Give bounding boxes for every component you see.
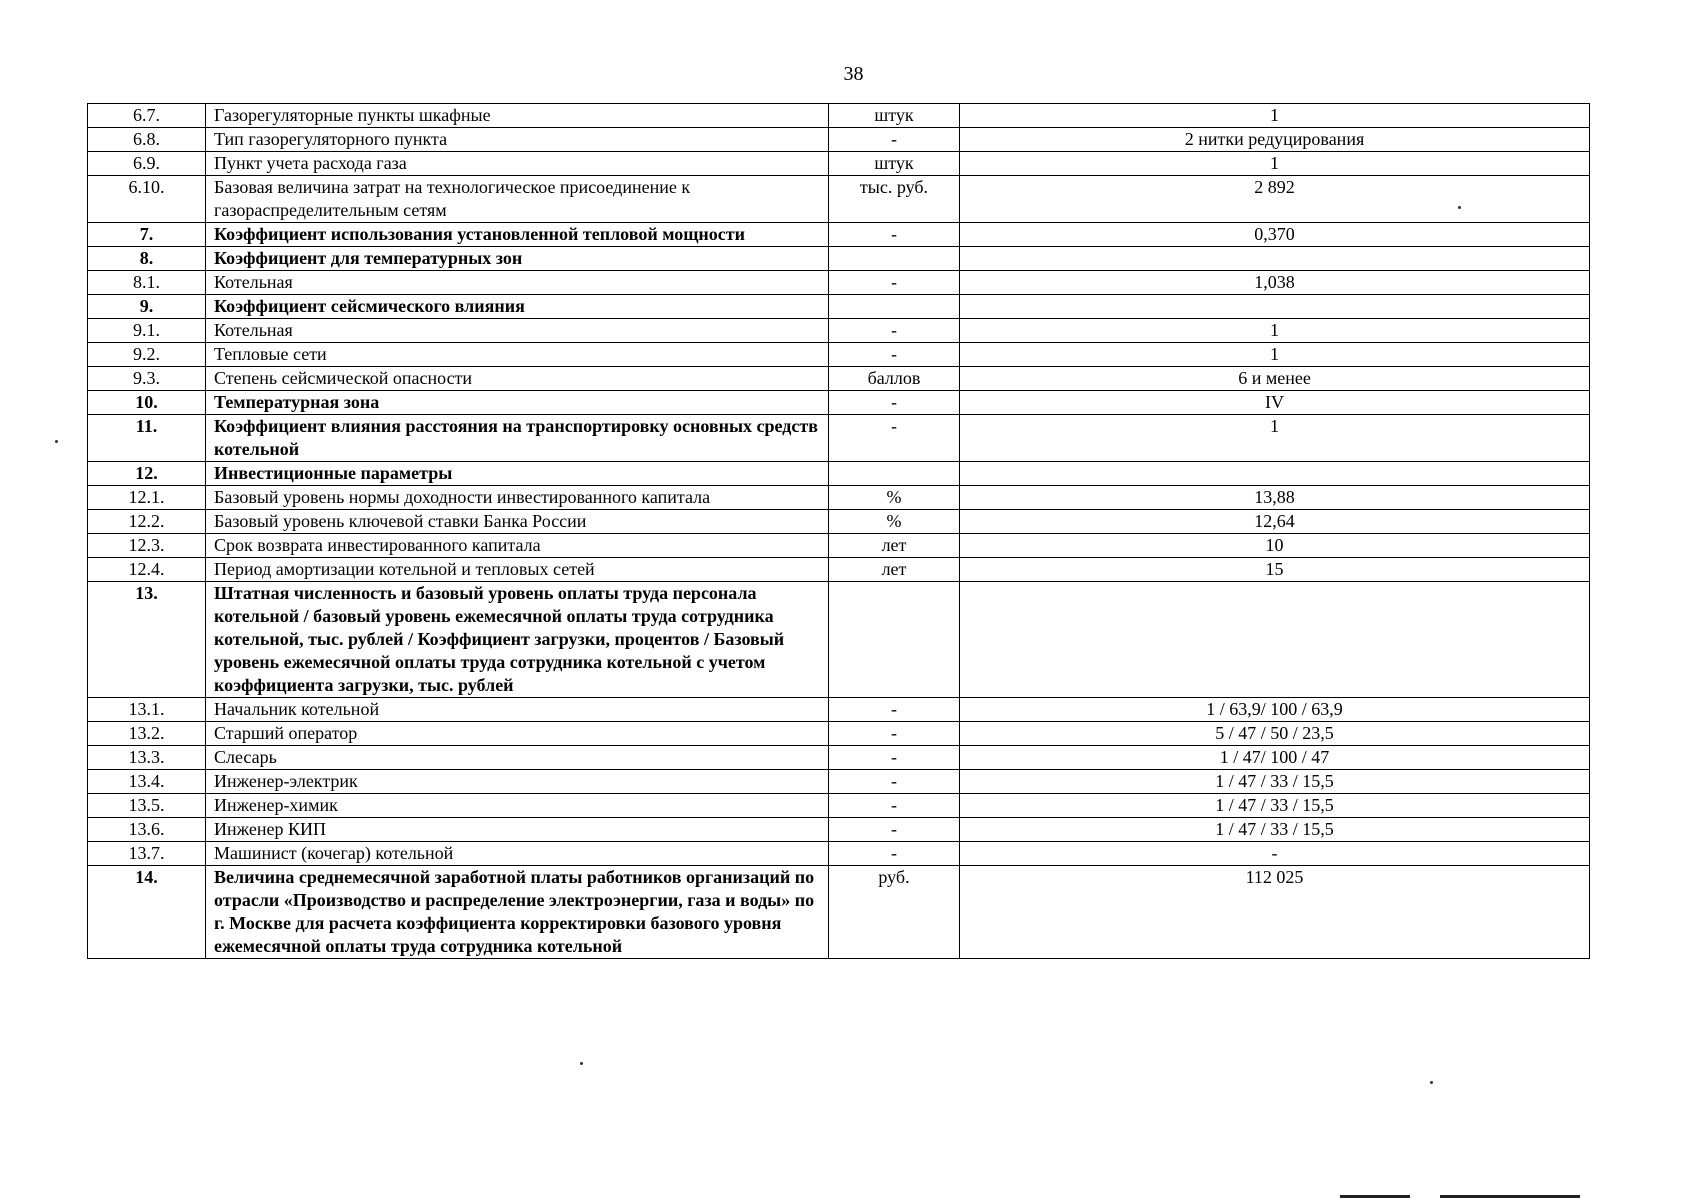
row-number-cell: 6.10. [88,176,206,223]
row-value-cell [960,247,1590,271]
table-row [88,176,1590,223]
row-unit-cell: - [829,842,960,866]
row-name-cell: Инженер КИП [206,818,829,842]
row-number-cell: 14. [88,866,206,959]
row-unit-cell: штук [829,152,960,176]
row-value-cell [960,462,1590,486]
row-number-cell: 12.4. [88,558,206,582]
scan-edge-mark [1440,1195,1580,1198]
row-unit-cell: - [829,223,960,247]
row-name-cell: Базовая величина затрат на технологическое присоединение к газораспределительным сетям [206,176,829,223]
row-unit-cell: - [829,128,960,152]
table-row [88,152,1590,176]
row-number-cell: 9.3. [88,367,206,391]
row-unit-cell: лет [829,534,960,558]
row-name-cell: Инженер-электрик [206,770,829,794]
row-value-cell: 13,88 [960,486,1590,510]
row-number-cell: 12.3. [88,534,206,558]
scan-speck [1430,1081,1433,1084]
table-row [88,534,1590,558]
row-number-cell: 12. [88,462,206,486]
row-unit-cell: - [829,391,960,415]
table-row [88,486,1590,510]
table-row [88,247,1590,271]
row-name-cell: Степень сейсмической опасности [206,367,829,391]
row-unit-cell: - [829,746,960,770]
row-number-cell: 13.3. [88,746,206,770]
row-name-cell: Пункт учета расхода газа [206,152,829,176]
table-row [88,818,1590,842]
row-value-cell: 2 892 [960,176,1590,223]
row-name-cell: Старший оператор [206,722,829,746]
row-number-cell: 13. [88,582,206,698]
row-unit-cell: - [829,722,960,746]
row-value-cell [960,582,1590,698]
table-row [88,510,1590,534]
row-value-cell: 12,64 [960,510,1590,534]
table-row [88,462,1590,486]
row-unit-cell: лет [829,558,960,582]
row-value-cell: - [960,842,1590,866]
row-unit-cell: - [829,698,960,722]
row-number-cell: 8. [88,247,206,271]
row-number-cell: 13.1. [88,698,206,722]
row-number-cell: 13.7. [88,842,206,866]
table-row [88,746,1590,770]
row-number-cell: 9.1. [88,319,206,343]
row-unit-cell: % [829,486,960,510]
scan-edge-mark [1340,1195,1410,1198]
row-unit-cell [829,462,960,486]
row-number-cell: 13.6. [88,818,206,842]
row-unit-cell: штук [829,104,960,128]
row-unit-cell: - [829,818,960,842]
table-row [88,128,1590,152]
row-unit-cell: % [829,510,960,534]
row-unit-cell: баллов [829,367,960,391]
row-value-cell: 1 / 47 / 33 / 15,5 [960,818,1590,842]
row-number-cell: 13.4. [88,770,206,794]
row-name-cell: Тепловые сети [206,343,829,367]
table-row [88,866,1590,959]
table-row [88,722,1590,746]
row-value-cell: 1,038 [960,271,1590,295]
row-value-cell: 0,370 [960,223,1590,247]
table-row [88,770,1590,794]
row-name-cell: Коэффициент сейсмического влияния [206,295,829,319]
row-unit-cell [829,582,960,698]
row-unit-cell: - [829,770,960,794]
row-unit-cell: - [829,343,960,367]
table-row [88,794,1590,818]
table-row [88,558,1590,582]
row-number-cell: 13.2. [88,722,206,746]
row-name-cell: Коэффициент влияния расстояния на транспортировку основных средств котельной [206,415,829,462]
table-row [88,295,1590,319]
row-value-cell: 1 [960,319,1590,343]
row-unit-cell: - [829,271,960,295]
row-number-cell: 13.5. [88,794,206,818]
row-unit-cell: тыс. руб. [829,176,960,223]
row-name-cell: Котельная [206,271,829,295]
row-value-cell [960,295,1590,319]
row-value-cell: 1 [960,152,1590,176]
row-value-cell: 2 нитки редуцирования [960,128,1590,152]
row-number-cell: 6.8. [88,128,206,152]
table-row [88,223,1590,247]
row-number-cell: 8.1. [88,271,206,295]
row-unit-cell: - [829,794,960,818]
row-name-cell: Коэффициент для температурных зон [206,247,829,271]
row-name-cell: Срок возврата инвестированного капитала [206,534,829,558]
row-number-cell: 10. [88,391,206,415]
table-row [88,391,1590,415]
row-name-cell: Газорегуляторные пункты шкафные [206,104,829,128]
row-number-cell: 6.9. [88,152,206,176]
row-value-cell: 1 [960,104,1590,128]
row-number-cell: 6.7. [88,104,206,128]
table-row [88,319,1590,343]
row-value-cell: 10 [960,534,1590,558]
scan-speck [1458,206,1461,209]
row-name-cell: Инженер-химик [206,794,829,818]
row-value-cell: 112 025 [960,866,1590,959]
page-number: 38 [843,63,864,85]
row-value-cell: IV [960,391,1590,415]
row-value-cell: 1 / 47 / 33 / 15,5 [960,770,1590,794]
row-number-cell: 12.2. [88,510,206,534]
table-row [88,415,1590,462]
row-unit-cell: руб. [829,866,960,959]
row-number-cell: 9. [88,295,206,319]
scan-speck [580,1062,583,1065]
row-value-cell: 1 / 47/ 100 / 47 [960,746,1590,770]
table-row [88,367,1590,391]
row-name-cell: Величина среднемесячной заработной платы работников организаций по отрасли «Производство и распределение электроэнергии, газа и воды» по г. Москве для расчета коэффициента корректировки базового уровня ежемесячной оплаты труда сотрудника котельной [206,866,829,959]
row-name-cell: Штатная численность и базовый уровень оплаты труда персонала котельной / базовый уровень ежемесячной оплаты труда сотрудника котельной, тыс. рублей / Коэффициент загрузки, процентов / Базовый уровень ежемесячной оплаты труда сотрудника котельной с учетом коэффициента загрузки, тыс. рублей [206,582,829,698]
row-name-cell: Коэффициент использования установленной тепловой мощности [206,223,829,247]
row-number-cell: 9.2. [88,343,206,367]
row-unit-cell [829,295,960,319]
row-name-cell: Тип газорегуляторного пункта [206,128,829,152]
row-name-cell: Инвестиционные параметры [206,462,829,486]
row-unit-cell: - [829,319,960,343]
row-value-cell: 1 / 63,9/ 100 / 63,9 [960,698,1590,722]
table-row [88,698,1590,722]
table-row [88,104,1590,128]
row-number-cell: 7. [88,223,206,247]
row-name-cell: Машинист (кочегар) котельной [206,842,829,866]
row-name-cell: Слесарь [206,746,829,770]
row-value-cell: 1 / 47 / 33 / 15,5 [960,794,1590,818]
row-unit-cell: - [829,415,960,462]
row-value-cell: 5 / 47 / 50 / 23,5 [960,722,1590,746]
row-name-cell: Начальник котельной [206,698,829,722]
table-body [88,104,1590,959]
table-row [88,842,1590,866]
row-name-cell: Котельная [206,319,829,343]
row-value-cell: 1 [960,415,1590,462]
scan-speck [55,440,58,443]
table-row [88,343,1590,367]
table-row [88,271,1590,295]
row-value-cell: 1 [960,343,1590,367]
parameters-table [87,103,1590,959]
row-value-cell: 6 и менее [960,367,1590,391]
row-name-cell: Температурная зона [206,391,829,415]
row-name-cell: Базовый уровень нормы доходности инвестированного капитала [206,486,829,510]
table-row [88,582,1590,698]
row-value-cell: 15 [960,558,1590,582]
row-number-cell: 12.1. [88,486,206,510]
row-unit-cell [829,247,960,271]
row-name-cell: Базовый уровень ключевой ставки Банка России [206,510,829,534]
row-name-cell: Период амортизации котельной и тепловых сетей [206,558,829,582]
row-number-cell: 11. [88,415,206,462]
